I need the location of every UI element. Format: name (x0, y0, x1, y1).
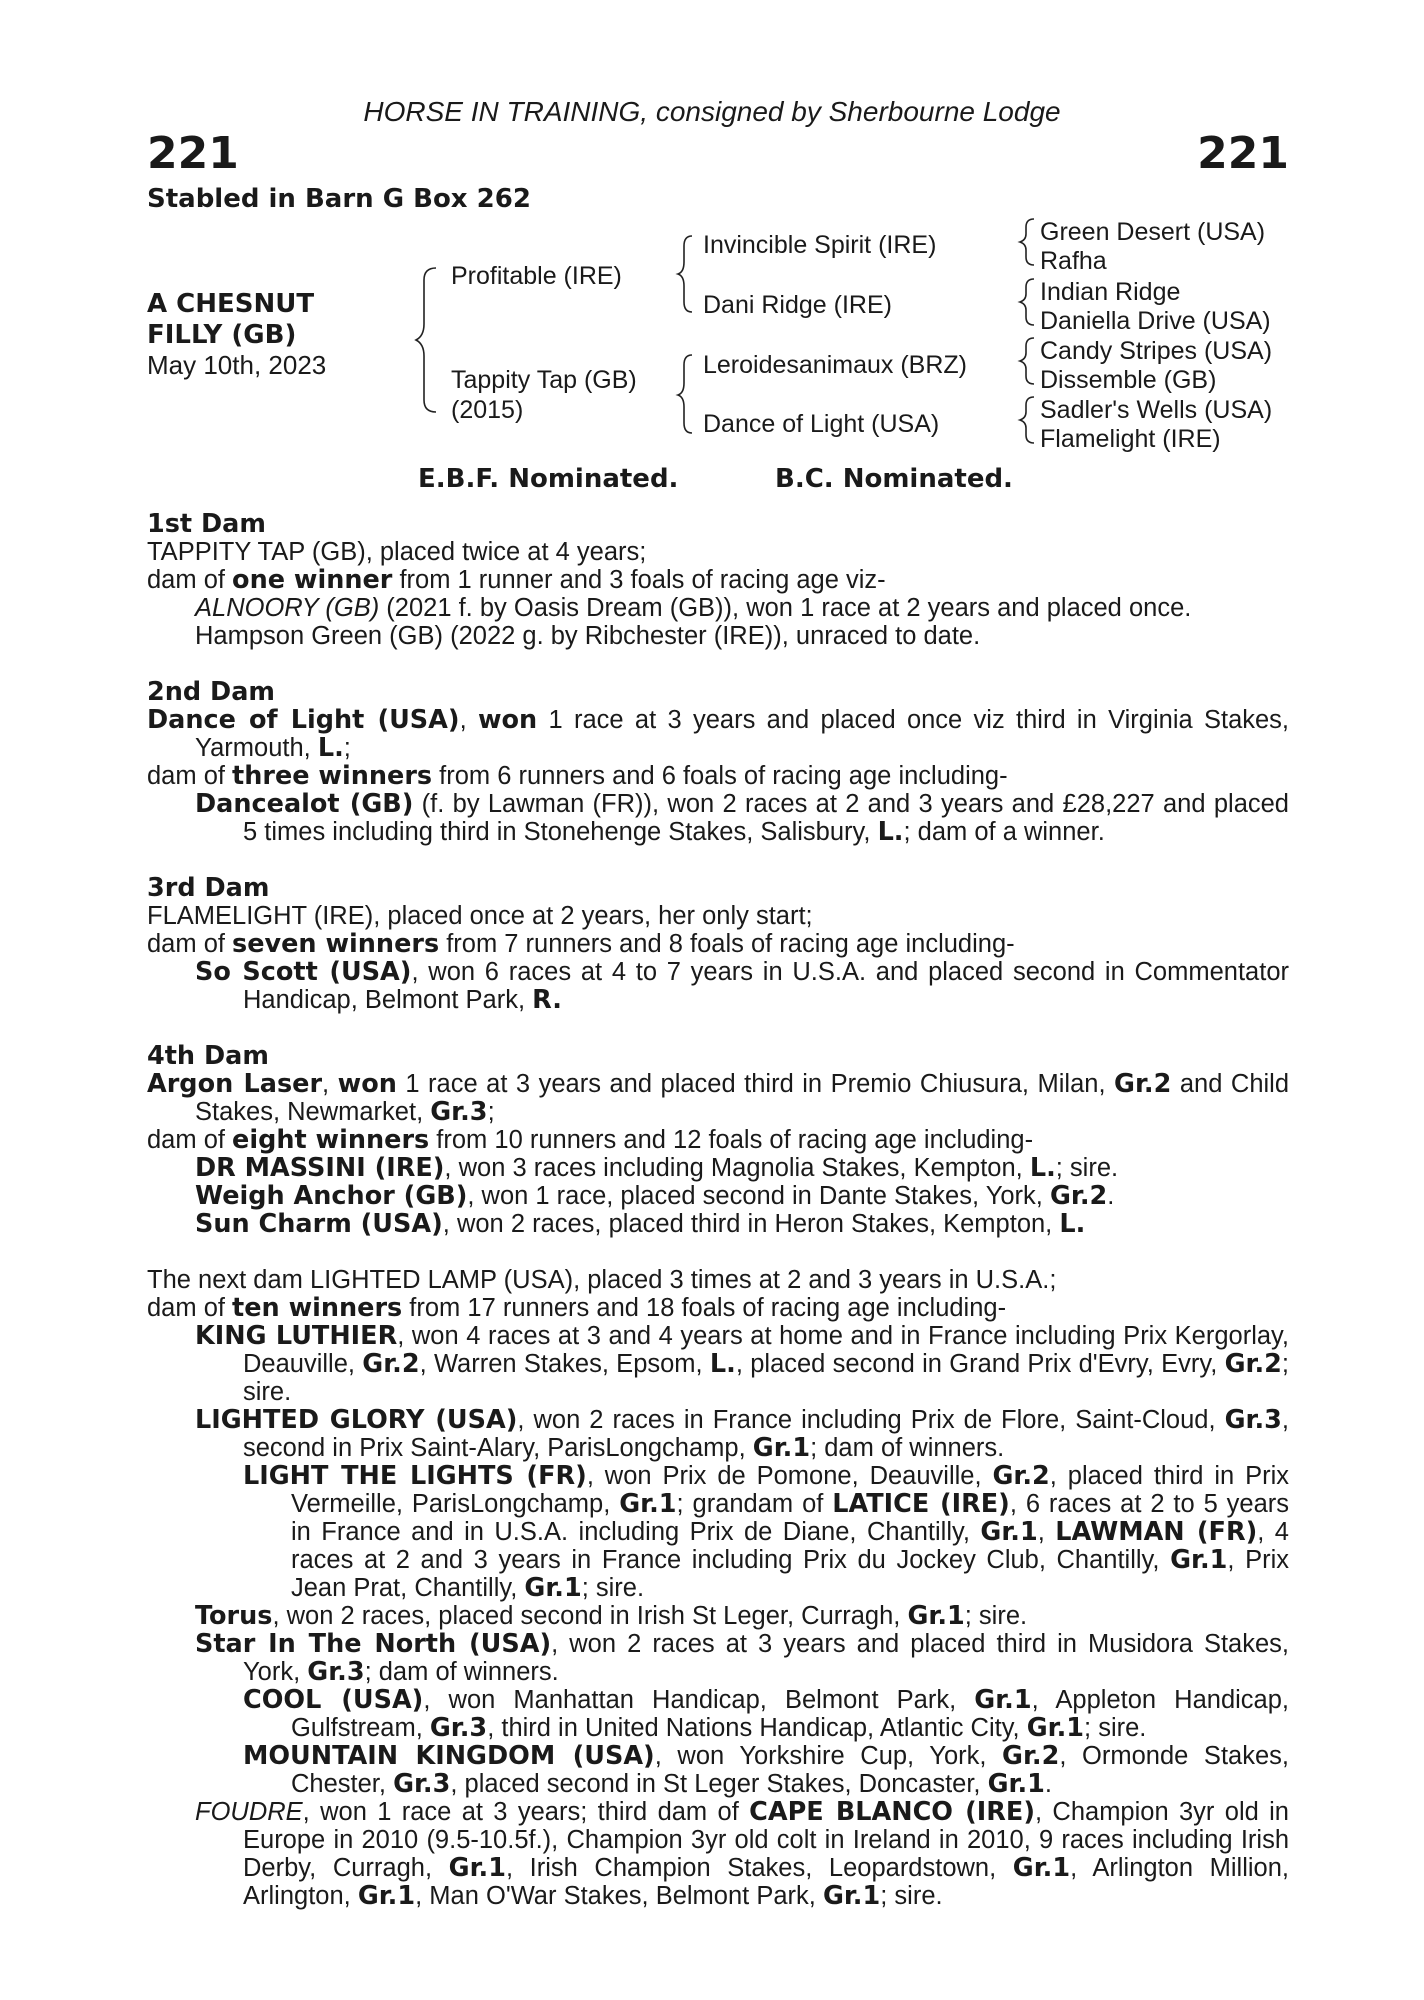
horse-name-bold: Gr.1 (448, 1853, 506, 1883)
pedigree-sire-dam: Dani Ridge (IRE) (703, 291, 892, 319)
entry-text: , won 2 races, placed third in Heron Stakes, Kempton, (442, 1210, 1060, 1238)
horse-name-bold: Gr.2 (1114, 1069, 1172, 1099)
horse-name-bold: Star In The North (USA) (195, 1629, 552, 1659)
horse-name-bold: Gr.1 (524, 1573, 582, 1603)
horse-name-bold: Gr.3 (429, 1713, 488, 1743)
horse-name-bold: L. (1059, 1209, 1086, 1239)
entry-text: dam of (147, 566, 233, 594)
horse-name-bold: eight winners (232, 1125, 430, 1155)
horse-name-bold: Gr.1 (1170, 1545, 1228, 1575)
entry-text: , won Manhattan Handicap, Belmont Park, (423, 1686, 975, 1714)
produce-entry (147, 1406, 1289, 1462)
horse-name-bold: Gr.1 (822, 1881, 881, 1911)
horse-name-bold: Gr.1 (619, 1489, 677, 1519)
dam-section (147, 678, 1289, 846)
produce-entry (147, 1322, 1289, 1406)
horse-name-bold: KING LUTHIER (195, 1321, 398, 1351)
horse-name-bold: DR MASSINI (IRE) (195, 1153, 445, 1183)
pedigree-sire-sire: Invincible Spirit (IRE) (703, 231, 937, 259)
pedigree-ancestor-1: Green Desert (USA) (1040, 218, 1266, 246)
entry-text: (f. by Lawman (FR)), won 2 races at 2 and 3 years and £28,227 and placed 5 times including third in Stonehenge Stakes, Salisbury, (243, 790, 1289, 846)
entry-text: , Prix Jean Prat, Chantilly, (291, 1546, 1289, 1602)
entry-text: , won 1 race at 3 years; third dam of (302, 1798, 750, 1826)
entry-text: Hampson Green (GB) (2022 g. by Ribchester (IRE)), unraced to date. (195, 622, 981, 650)
entry-text: . (1107, 1182, 1115, 1210)
section-heading: 1st Dam (147, 509, 266, 539)
horse-name-bold: Gr.3 (430, 1097, 488, 1127)
produce-entry (147, 1070, 1289, 1126)
horse-name-bold: So Scott (USA) (195, 957, 412, 987)
horse-name-bold: L. (317, 733, 344, 763)
dam-section (147, 874, 1289, 1014)
entry-text: The next dam LIGHTED LAMP (USA), placed 3 times at 2 and 3 years in U.S.A.; (147, 1266, 1057, 1294)
produce-entry (147, 622, 1289, 650)
pedigree-ancestor-3: Indian Ridge (1040, 278, 1181, 306)
entry-text: , placed third in Prix Vermeille, ParisLongchamp, (291, 1462, 1290, 1518)
entry-text: , won Prix de Pomone, Deauville, (586, 1462, 993, 1490)
entry-text: , Man O'War Stakes, Belmont Park, (415, 1882, 823, 1910)
pedigree-ancestor-6: Dissemble (GB) (1040, 366, 1217, 394)
horse-name-bold: Gr.2 (1224, 1349, 1282, 1379)
horse-name-italic: FOUDRE (195, 1798, 303, 1826)
horse-name-bold: LATICE (IRE) (832, 1489, 1010, 1519)
horse-name-bold: Gr.2 (1002, 1741, 1060, 1771)
section-heading: 3rd Dam (147, 873, 270, 903)
produce-entry (147, 902, 1289, 930)
produce-entry (147, 538, 1289, 566)
pedigree-brace-main (416, 268, 436, 412)
produce-entry (147, 1686, 1289, 1742)
horse-name-bold: R. (532, 985, 562, 1015)
horse-name-bold: Dance of Light (USA) (147, 705, 460, 735)
entry-text: ; sire. (243, 1350, 1290, 1406)
entry-text: , 4 races at 2 and 3 years in France including Prix du Jockey Club, Chantilly, (291, 1518, 1289, 1574)
entry-text: , placed second in Grand Prix d'Evry, Evry, (735, 1350, 1225, 1378)
bc-nomination: B.C. Nominated. (775, 464, 1013, 494)
entry-text: , (459, 706, 478, 734)
entry-text: , won 1 race, placed second in Dante Stakes, York, (467, 1182, 1050, 1210)
entry-text: from 17 runners and 18 foals of racing age including- (402, 1294, 1007, 1322)
entry-text: from 1 runner and 3 foals of racing age viz- (392, 566, 886, 594)
horse-name-bold: Gr.3 (307, 1657, 365, 1687)
horse-name-bold: Gr.3 (393, 1769, 451, 1799)
horse-description-line1: A CHESNUT (147, 289, 315, 319)
produce-entry (147, 1210, 1289, 1238)
horse-name-bold: Gr.1 (987, 1769, 1045, 1799)
pedigree-ancestor-7: Sadler's Wells (USA) (1040, 396, 1273, 424)
entry-text: , (1037, 1518, 1056, 1546)
horse-name-bold: LIGHT THE LIGHTS (FR) (243, 1461, 587, 1491)
pedigree-ancestor-4: Daniella Drive (USA) (1040, 307, 1271, 335)
entry-text: ; dam of winners. (810, 1434, 1005, 1462)
entry-text: , Irish Champion Stakes, Leopardstown, (505, 1854, 1013, 1882)
entry-text: ; sire. (1055, 1154, 1119, 1182)
horse-name-bold: Dancealot (GB) (195, 789, 414, 819)
produce-entry (147, 1154, 1289, 1182)
ebf-nomination: E.B.F. Nominated. (418, 464, 679, 494)
horse-name-bold: Gr.1 (752, 1433, 811, 1463)
horse-name-italic: ALNOORY (GB) (195, 594, 380, 622)
horse-name-bold: LIGHTED GLORY (USA) (195, 1405, 518, 1435)
entry-text: ; dam of a winner. (903, 818, 1105, 846)
horse-foaling-date: May 10th, 2023 (147, 350, 327, 380)
produce-entry (147, 1266, 1289, 1294)
entry-text: , third in United Nations Handicap, Atlantic City, (487, 1714, 1027, 1742)
horse-name-bold: L. (877, 817, 904, 847)
entry-text: ; sire. (581, 1574, 645, 1602)
entry-text: , placed second in St Leger Stakes, Doncaster, (450, 1770, 988, 1798)
entry-text: 1 race at 3 years and placed once viz third in Virginia Stakes, Yarmouth, (195, 706, 1290, 762)
entry-text: , Appleton Handicap, Gulfstream, (291, 1686, 1290, 1742)
horse-name-bold: Gr.3 (1224, 1405, 1282, 1435)
entry-text: , Warren Stakes, Epsom, (419, 1350, 710, 1378)
pedigree-dam-year: (2015) (451, 396, 524, 424)
entry-text: , won 4 races at 3 and 4 years at home and in France including Prix Kergorlay, Deauville, (243, 1322, 1289, 1378)
entry-text: ; (487, 1098, 495, 1126)
entry-text: dam of (147, 762, 233, 790)
horse-name-bold: seven winners (232, 929, 440, 959)
produce-entry (147, 1798, 1289, 1910)
produce-entry (147, 1602, 1289, 1630)
entry-text: and Child Stakes, Newmarket, (195, 1070, 1290, 1126)
lot-number-left: 221 (147, 128, 239, 179)
horse-name-bold: Weigh Anchor (GB) (195, 1181, 468, 1211)
entry-text: ; sire. (880, 1882, 943, 1910)
pedigree-ancestor-8: Flamelight (IRE) (1040, 425, 1221, 453)
horse-name-bold: COOL (USA) (243, 1685, 424, 1715)
entry-text: (2021 f. by Oasis Dream (GB)), won 1 race at 2 years and placed once. (379, 594, 1192, 622)
horse-name-bold: Gr.2 (992, 1461, 1050, 1491)
horse-name-bold: Gr.1 (907, 1601, 965, 1631)
horse-name-bold: won (477, 705, 538, 735)
entry-text: , won 2 races at 3 years and placed third in Musidora Stakes, York, (243, 1630, 1290, 1686)
produce-entry (147, 1742, 1289, 1798)
entry-text: , (322, 1070, 338, 1098)
horse-name-bold: L. (709, 1349, 736, 1379)
pedigree-sire: Profitable (IRE) (451, 262, 622, 290)
horse-name-bold: Gr.1 (974, 1685, 1032, 1715)
entry-text: ; grandam of (676, 1490, 833, 1518)
produce-entry (147, 790, 1289, 846)
produce-entry (147, 706, 1289, 762)
entry-text: ; sire. (1084, 1714, 1147, 1742)
entry-text: from 6 runners and 6 foals of racing age including- (432, 762, 1008, 790)
entry-text: dam of (147, 1294, 233, 1322)
horse-name-bold: Gr.1 (1026, 1713, 1085, 1743)
produce-entry (147, 958, 1289, 1014)
entry-text: , won 2 races in France including Prix de Flore, Saint-Cloud, (517, 1406, 1225, 1434)
horse-name-bold: Torus (195, 1601, 273, 1631)
horse-name-bold: won (337, 1069, 397, 1099)
horse-name-bold: one winner (232, 565, 393, 595)
horse-name-bold: Sun Charm (USA) (195, 1209, 443, 1239)
entry-text: , won 3 races including Magnolia Stakes, Kempton, (444, 1154, 1030, 1182)
produce-entry (147, 1294, 1289, 1322)
horse-name-bold: Gr.1 (357, 1881, 416, 1911)
entry-text: TAPPITY TAP (GB), placed twice at 4 years; (147, 538, 647, 566)
horse-name-bold: three winners (232, 761, 433, 791)
pedigree-ancestor-5: Candy Stripes (USA) (1040, 337, 1273, 365)
lot-number-right: 221 (1197, 128, 1289, 179)
section-heading: 4th Dam (147, 1041, 269, 1071)
entry-text: . (1044, 1770, 1053, 1798)
stabling-location: Stabled in Barn G Box 262 (147, 184, 531, 214)
produce-entry (147, 1126, 1289, 1154)
catalogue-header: HORSE IN TRAINING, consigned by Sherbourne Lodge (363, 96, 1061, 127)
dam-section (147, 1266, 1289, 1910)
entry-text: from 10 runners and 12 foals of racing age including- (429, 1126, 1034, 1154)
dam-sections (147, 510, 1289, 1938)
horse-name-bold: Gr.1 (980, 1517, 1038, 1547)
horse-name-bold: Argon Laser (147, 1069, 323, 1099)
horse-name-bold: MOUNTAIN KINGDOM (USA) (243, 1741, 655, 1771)
horse-description-line2: FILLY (GB) (147, 320, 297, 350)
horse-name-bold: ten winners (232, 1293, 403, 1323)
entry-text: , Champion 3yr old in Europe in 2010 (9.5-10.5f.), Champion 3yr old colt in Ireland in 2010, 9 races including Irish Derby, Curragh, (243, 1798, 1289, 1882)
pedigree-ancestor-2: Rafha (1040, 247, 1107, 275)
pedigree-brace-sire (678, 236, 692, 312)
entry-text: ; dam of winners. (364, 1658, 559, 1686)
horse-name-bold: Gr.1 (1012, 1853, 1071, 1883)
dam-section (147, 1042, 1289, 1238)
entry-text: , second in Prix Saint-Alary, ParisLongchamp, (243, 1406, 1289, 1462)
entry-text: FLAMELIGHT (IRE), placed once at 2 years, her only start; (147, 902, 813, 930)
pedigree-dam-sire: Leroidesanimaux (BRZ) (703, 351, 967, 379)
entry-text: , Ormonde Stakes, Chester, (291, 1742, 1289, 1798)
produce-entry (147, 1462, 1289, 1602)
entry-text: , won 6 races at 4 to 7 years in U.S.A. and placed second in Commentator Handicap, Belmont Park, (243, 958, 1289, 1014)
entry-text: ; (343, 734, 351, 762)
entry-text: ; sire. (964, 1602, 1028, 1630)
entry-text: dam of (147, 1126, 233, 1154)
entry-text: from 7 runners and 8 foals of racing age including- (439, 930, 1015, 958)
entry-text: dam of (147, 930, 233, 958)
horse-name-bold: Gr.2 (362, 1349, 420, 1379)
produce-entry (147, 930, 1289, 958)
pedigree-dam-dam: Dance of Light (USA) (703, 410, 940, 438)
produce-entry (147, 566, 1289, 594)
produce-entry (147, 594, 1289, 622)
entry-text: 1 race at 3 years and placed third in Premio Chiusura, Milan, (396, 1070, 1115, 1098)
section-heading: 2nd Dam (147, 677, 275, 707)
horse-name-bold: L. (1029, 1153, 1056, 1183)
produce-entry (147, 1630, 1289, 1686)
horse-name-bold: LAWMAN (FR) (1055, 1517, 1258, 1547)
produce-entry (147, 1182, 1289, 1210)
pedigree-brace-dam (678, 355, 692, 433)
entry-text: , 6 races at 2 to 5 years in France and in U.S.A. including Prix de Diane, Chantilly, (291, 1490, 1290, 1546)
pedigree-dam-name: Tappity Tap (GB) (451, 366, 637, 394)
produce-entry (147, 762, 1289, 790)
horse-name-bold: Gr.2 (1049, 1181, 1108, 1211)
entry-text: , won 2 races, placed second in Irish St Leger, Curragh, (272, 1602, 908, 1630)
entry-text: , won Yorkshire Cup, York, (654, 1742, 1003, 1770)
entry-text: , Arlington Million, Arlington, (243, 1854, 1289, 1910)
dam-section (147, 510, 1289, 650)
horse-name-bold: CAPE BLANCO (IRE) (749, 1797, 1035, 1827)
